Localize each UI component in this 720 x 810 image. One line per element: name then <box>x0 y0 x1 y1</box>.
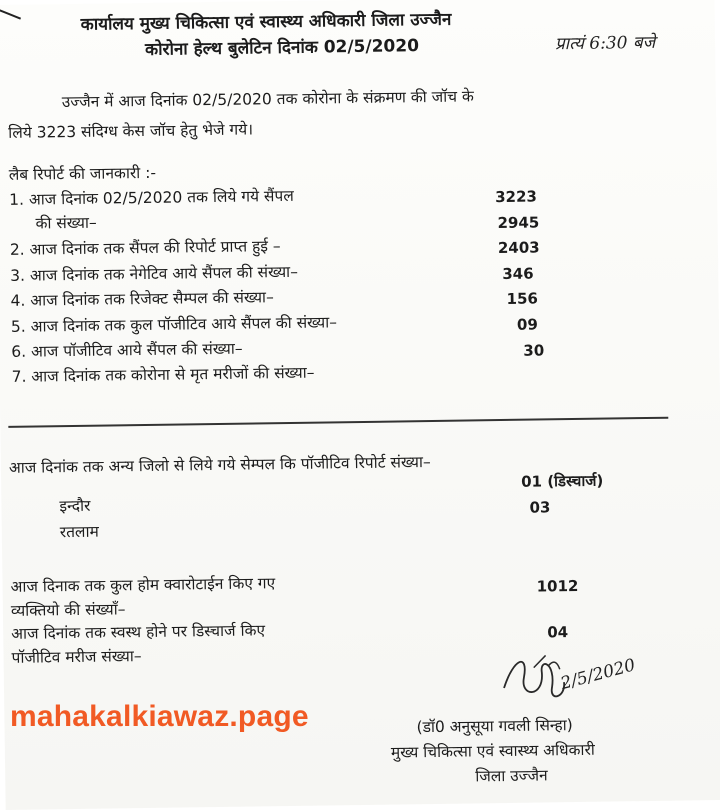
lab-heading: लैब रिपोर्ट की जानकारी :- <box>8 163 157 184</box>
lab-item-5-value: 156 <box>506 289 539 308</box>
intro-line-2: लिये 3223 संदिग्ध केस जॉच हेतु भेजे गये। <box>8 120 254 142</box>
lab-item-1-value: 3223 <box>495 187 538 207</box>
bulletin-title: कोरोना हेल्थ बुलेटिन दिनांक 02/5/2020 <box>144 36 420 60</box>
lab-item-6-value: 09 <box>516 315 538 334</box>
lab-item-4-value: 346 <box>502 264 534 284</box>
lab-item-3-label: 3. आज दिनांक तक नेगेटिव आये सैंपल की संख्या– <box>10 262 299 285</box>
lab-item-1-label-cont: की संख्या– <box>35 213 97 233</box>
other-districts-heading: आज दिनांक तक अन्य जिलो से लिये गये सेम्पल कि पॉजीटिव रिपोर्ट संख्या– <box>8 453 431 477</box>
lab-item-5-label: 5. आज दिनांक तक कुल पॉजीटिव आये सैंपल की संख्या– <box>10 313 338 336</box>
discharged-value: 04 <box>547 623 569 642</box>
pen-mark-icon <box>0 5 25 23</box>
lab-item-3-value: 2403 <box>497 238 540 258</box>
lab-item-4-label: 4. आज दिनांक तक रिजेक्ट सैम्पल की संख्या– <box>10 288 274 310</box>
lab-item-7-label: 7. आज दिनांक तक कोरोना से मृत मरीजों की संख्या– <box>11 363 315 386</box>
section-divider <box>8 417 668 428</box>
discharged-line-1: आज दिनांक तक स्वस्थ होने पर डिस्चार्ज किए <box>11 621 266 643</box>
district-ratlam-value: 03 <box>529 498 551 517</box>
office-title: कार्यालय मुख्य चिकित्सा एवं स्वास्थ्य अधिकारी जिला उज्जैन <box>80 9 452 35</box>
time-note: प्रात्यं 6:30 बजे <box>554 32 656 55</box>
signatory-designation: मुख्य चिकित्सा एवं स्वास्थ्य अधिकारी <box>390 740 595 762</box>
district-indore-name: इन्दौर <box>59 496 91 516</box>
intro-line-1: उज्जैन में आज दिनांक 02/5/2020 तक कोरोना के संक्रमण की जॉच के <box>61 87 474 112</box>
watermark-text: mahakalkiawaz.page <box>10 700 309 733</box>
lab-item-2-label: 2. आज दिनांक तक सैंपल की रिपोर्ट प्राप्त हुई – <box>9 237 281 259</box>
quarantine-value: 1012 <box>536 576 579 596</box>
lab-item-6-label: 6. आज पॉजीटिव आये सैंपल की संख्या– <box>11 339 243 361</box>
lab-item-7-value: 30 <box>523 341 545 360</box>
lab-item-1-label: 1. आज दिनांक 02/5/2020 तक लिये गये सैंपल <box>9 186 294 209</box>
quarantine-line-1: आज दिनाक तक कुल होम क्वारोटाईन किए गए <box>10 574 276 596</box>
district-indore-value: 01 (डिस्चार्ज) <box>521 471 604 491</box>
signatory-name: (डॉ0 अनुसूया गवली सिन्हा) <box>416 716 573 737</box>
lab-item-2-value: 2945 <box>497 213 540 233</box>
signatory-district: जिला उज्जैन <box>475 766 548 786</box>
quarantine-line-2: व्यक्तियो की संख्याँ– <box>10 600 126 620</box>
signature-date: 2/5/2020 <box>558 655 638 695</box>
discharged-line-2: पॉजीटिव मरीज संख्या– <box>11 647 142 667</box>
district-ratlam-name: रतलाम <box>59 522 99 542</box>
